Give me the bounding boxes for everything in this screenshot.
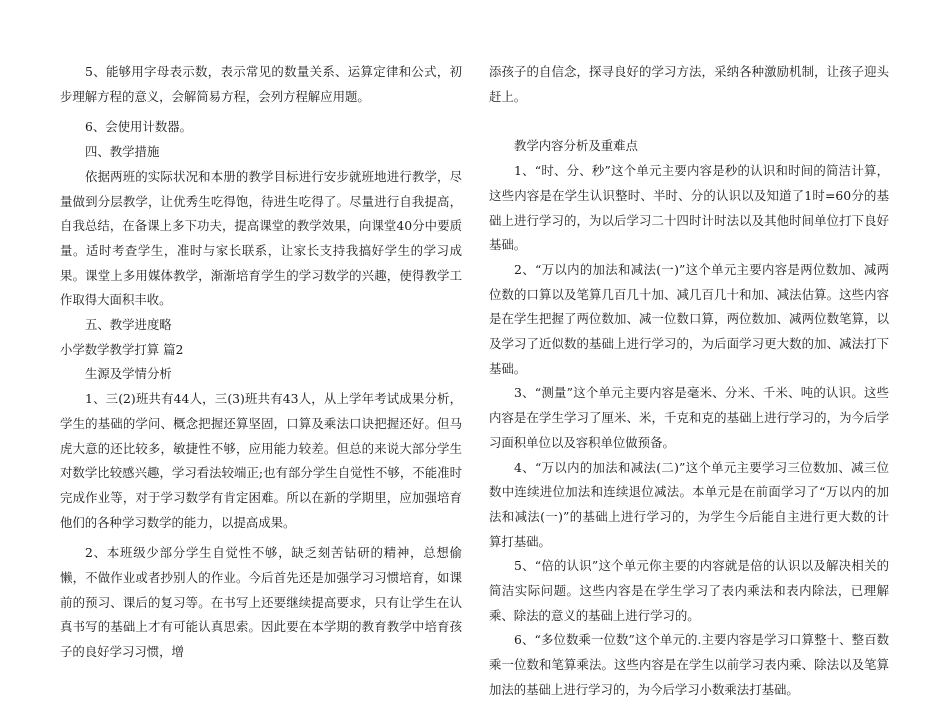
paragraph: 添孩子的自信念，探寻良好的学习方法，采纳各种激励机制，让孩子迎头赶上。 xyxy=(489,64,889,104)
section-heading: 五、教学进度略 xyxy=(85,317,172,333)
paragraph: 依据两班的实际状况和本册的教学目标进行安步就班地进行教学，尽量做到分层教学，让优秀生吃得饱，待进生吃得了。尽量进行自我提高，自我总结，在备课上多下功夫，提高课堂的教学效果，向课堂40分中要质量。适时考查学生，准时与家长联系，让家长支持我搞好学生的学习成果。课堂上多用媒体教学，渐渐培育学生的学习数学的兴趣，使得教学工作取得大面积丰收。 xyxy=(60,168,462,308)
section-heading: 四、教学措施 xyxy=(85,144,160,160)
paragraph: 5、“倍的认识”这个单元你主要的内容就是倍的认识以及解决相关的简洁实际问题。这些内容是在学生学习了表内乘法和表内除法，已理解乘、除法的意义的基础上进行学习的。 xyxy=(489,558,889,623)
paragraph: 5、能够用字母表示数，表示常见的数量关系、运算定律和公式，初步理解方程的意义，会解简易方程，会列方程解应用题。 xyxy=(60,64,462,104)
document-title: 小学数学教学打算 篇2 xyxy=(60,341,184,357)
section-heading: 教学内容分析及重难点 xyxy=(514,138,638,154)
left-column xyxy=(60,60,462,665)
paragraph: 4、“万以内的加法和减法(二)”这个单元主要学习三位数加、减三位数中连续进位加法和连续退位减法。本单元是在前面学习了“万以内的加法和减法(一)”的基础上进行学习的，为学生今后能自主进行更大数的计算打基础。 xyxy=(489,459,889,549)
section-heading: 生源及学情分析 xyxy=(85,366,172,382)
paragraph: 6、会使用计数器。 xyxy=(85,119,193,135)
paragraph: 3、“测量”这个单元主要内容是毫米、分米、千米、吨的认识。这些内容是在学生学习了厘米、米，千克和克的基础上进行学习的，为今后学习面积单位以及容积单位做预备。 xyxy=(489,385,889,450)
paragraph: 1、三(2)班共有44人，三(3)班共有43人，从上学年考试成果分析，学生的基础的学问、概念把握还算坚固，口算及乘法口诀把握还好。但马虎大意的还比较多，敏捷性不够，应用能力较差。但总的来说大部分学生对数学比较感兴趣，学习看法较端正;也有部分学生自觉性不够，不能准时完成作业等，对于学习数学有肯定困难。所以在新的学期里，应加强培育他们的各种学习数学的能力，以提高成果。 xyxy=(60,391,462,530)
right-column xyxy=(489,60,889,703)
paragraph: 2、本班级少部分学生自觉性不够，缺乏刻苦钻研的精神，总想偷懒，不做作业或者抄别人的作业。今后首先还是加强学习习惯培育，如课前的预习、课后的复习等。在书写上还要继续提高要求，只有让学生在认真书写的基础上才有可能认真思索。因此要在本学期的教育教学中培育孩子的良好学习习惯，增 xyxy=(60,545,462,660)
paragraph: 6、“多位数乘一位数”这个单元的.主要内容是学习口算整十、整百数乘一位数和笔算乘法。这些内容是在学生以前学习表内乘、除法以及笔算加法的基础上进行学习的，为今后学习小数乘法打基础。 xyxy=(489,632,889,697)
paragraph: 2、“万以内的加法和减法(一)”这个单元主要内容是两位数加、减两位数的口算以及笔算几百几十加、减几百几十和加、减法估算。这些内容是在学生把握了两位数加、减一位数口算，两位数加、减两位数笔算，以及学习了近似数的基础上进行学习的，为后面学习更大数的加、减法打下基础。 xyxy=(489,261,889,376)
paragraph: 1、“时、分、秒”这个单元主要内容是秒的认识和时间的简洁计算，这些内容是在学生认识整时、半时、分的认识以及知道了1时=60分的基础上进行学习的，为以后学习二十四时计时法以及其他时间单位打下良好基础。 xyxy=(489,163,889,253)
